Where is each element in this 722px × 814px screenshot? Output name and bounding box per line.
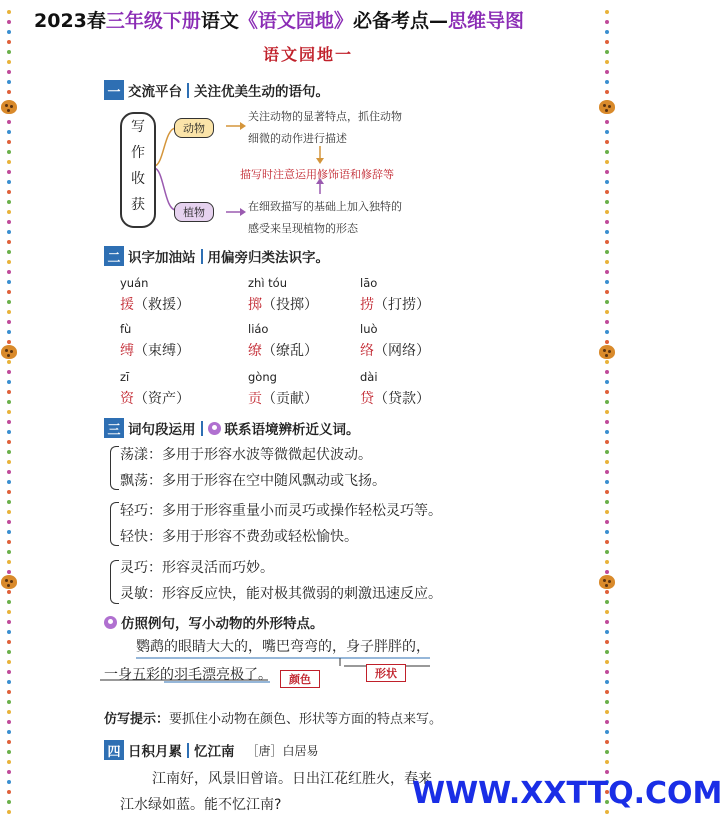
word: （束缚） <box>134 343 190 359</box>
border-dot <box>605 280 609 284</box>
border-dot <box>7 520 11 524</box>
plant-line-1: 在细致描写的基础上加入独特的 <box>248 200 402 213</box>
section-number: 四 <box>104 740 124 760</box>
border-dot <box>7 310 11 314</box>
border-dot <box>605 440 609 444</box>
border-dot <box>605 320 609 324</box>
char-row <box>120 276 540 316</box>
border-dot <box>605 490 609 494</box>
cookie-icon <box>599 100 615 114</box>
border-dot <box>605 190 609 194</box>
mindmap-root: 写 作 收 获 <box>120 112 156 228</box>
border-dot <box>605 10 609 14</box>
border-dot <box>605 570 609 574</box>
border-dot <box>605 450 609 454</box>
cookie-icon <box>1 345 17 359</box>
lightbulb-icon <box>208 422 221 435</box>
border-dot <box>605 240 609 244</box>
border-dot <box>605 420 609 424</box>
border-dot <box>605 760 609 764</box>
character: 贷 <box>360 391 374 407</box>
pinyin: yuán <box>120 276 149 290</box>
word: （缭乱） <box>262 343 318 359</box>
poem-line-1: 江南好，风景旧曾谙。日出江花红胜火，春来 <box>152 771 432 787</box>
word: （贷款） <box>374 391 430 407</box>
border-dot <box>7 370 11 374</box>
section-desc: 关注优美生动的语句。 <box>194 84 329 100</box>
border-dot <box>7 320 11 324</box>
plant-line-2: 感受来呈现植物的形态 <box>248 222 358 235</box>
character: 捞 <box>360 297 374 313</box>
border-dot <box>7 740 11 744</box>
border-dot <box>605 620 609 624</box>
lightbulb-icon <box>104 616 117 629</box>
border-dot <box>605 170 609 174</box>
section-4-header <box>104 740 319 760</box>
border-dot <box>605 480 609 484</box>
char-entry <box>120 388 190 408</box>
border-dot <box>7 210 11 214</box>
border-dot <box>605 590 609 594</box>
border-dot <box>605 530 609 534</box>
border-dot <box>7 170 11 174</box>
char-entry <box>360 340 430 360</box>
border-dot <box>7 280 11 284</box>
mind-map <box>112 106 442 248</box>
character: 援 <box>120 297 134 313</box>
word: （贡献） <box>262 391 318 407</box>
border-dot <box>7 150 11 154</box>
border-dot <box>7 220 11 224</box>
border-dot <box>605 150 609 154</box>
border-dot <box>7 390 11 394</box>
character: 络 <box>360 343 374 359</box>
border-dot <box>7 620 11 624</box>
synonym-line: 荡漾：多用于形容水波等微微起伏波动。 <box>120 447 372 463</box>
pinyin: dài <box>360 370 378 384</box>
border-dot <box>7 450 11 454</box>
border-dot <box>605 380 609 384</box>
word: （网络） <box>374 343 430 359</box>
border-dot <box>605 410 609 414</box>
word: （资产） <box>134 391 190 407</box>
character: 缭 <box>248 343 262 359</box>
section-3-header <box>104 418 360 438</box>
border-dot <box>605 290 609 294</box>
synonym-line: 轻快：多用于形容不费劲或轻松愉快。 <box>120 529 358 545</box>
border-dot <box>7 120 11 124</box>
border-dot <box>7 650 11 654</box>
border-dot <box>605 250 609 254</box>
watermark: WWW.XXTTQ.COM <box>412 776 722 811</box>
border-dot <box>7 340 11 344</box>
animal-line-2: 细微的动作进行描述 <box>248 132 347 145</box>
border-dot <box>7 180 11 184</box>
middle-note: 描写时注意运用修饰语和修辞等 <box>240 168 394 181</box>
synonym-line: 灵巧：形容灵活而巧妙。 <box>120 560 274 576</box>
border-dot <box>7 330 11 334</box>
char-entry <box>248 340 318 360</box>
border-dot <box>605 130 609 134</box>
section-2-header <box>104 246 329 266</box>
border-dot <box>7 540 11 544</box>
pinyin: lāo <box>360 276 378 290</box>
border-dot <box>7 160 11 164</box>
right-dotted-border <box>600 0 614 813</box>
border-dot <box>7 30 11 34</box>
border-dot <box>7 630 11 634</box>
border-dot <box>605 230 609 234</box>
border-dot <box>7 20 11 24</box>
synonym-line: 飘荡：多用于形容在空中随风飘动或飞扬。 <box>120 473 386 489</box>
border-dot <box>605 770 609 774</box>
section-number: 二 <box>104 246 124 266</box>
char-entry <box>360 388 430 408</box>
border-dot <box>605 30 609 34</box>
border-dot <box>605 610 609 614</box>
char-entry <box>248 294 318 314</box>
border-dot <box>605 510 609 514</box>
section-label: 词句段运用 <box>128 422 196 438</box>
border-dot <box>7 360 11 364</box>
border-dot <box>7 260 11 264</box>
section-label: 交流平台 <box>128 84 182 100</box>
border-dot <box>7 590 11 594</box>
border-dot <box>605 750 609 754</box>
border-dot <box>7 290 11 294</box>
border-dot <box>605 430 609 434</box>
border-dot <box>7 380 11 384</box>
section-desc: 联系语境辨析近义词。 <box>224 422 360 438</box>
border-dot <box>7 750 11 754</box>
brace <box>110 446 119 490</box>
border-dot <box>605 140 609 144</box>
border-dot <box>7 80 11 84</box>
border-dot <box>605 80 609 84</box>
border-dot <box>605 520 609 524</box>
character: 掷 <box>248 297 262 313</box>
border-dot <box>7 230 11 234</box>
border-dot <box>7 10 11 14</box>
word: （投掷） <box>262 297 318 313</box>
word: （救援） <box>134 297 190 313</box>
hint <box>104 708 442 727</box>
border-dot <box>605 690 609 694</box>
border-dot <box>7 460 11 464</box>
border-dot <box>605 630 609 634</box>
cookie-icon <box>1 575 17 589</box>
border-dot <box>605 180 609 184</box>
border-dot <box>605 340 609 344</box>
section-number: 三 <box>104 418 124 438</box>
char-row <box>120 370 540 410</box>
border-dot <box>605 160 609 164</box>
poem-title: 忆江南 <box>194 744 235 760</box>
section-label: 识字加油站 <box>128 250 196 266</box>
character: 资 <box>120 391 134 407</box>
character: 贡 <box>248 391 262 407</box>
border-dot <box>7 600 11 604</box>
border-dot <box>7 410 11 414</box>
hint-label: 仿写提示： <box>104 712 170 727</box>
cookie-icon <box>599 575 615 589</box>
border-dot <box>605 360 609 364</box>
border-dot <box>605 460 609 464</box>
border-dot <box>7 690 11 694</box>
border-dot <box>7 200 11 204</box>
border-dot <box>605 260 609 264</box>
border-dot <box>605 370 609 374</box>
border-dot <box>605 300 609 304</box>
pinyin: fù <box>120 322 132 336</box>
animal-line-1: 关注动物的显著特点，抓住动物 <box>248 110 402 123</box>
border-dot <box>605 680 609 684</box>
synonym-line: 灵敏：形容反应快，能对极其微弱的刺激迅速反应。 <box>120 586 442 602</box>
border-dot <box>7 470 11 474</box>
pinyin: luò <box>360 322 378 336</box>
border-dot <box>605 650 609 654</box>
border-dot <box>7 730 11 734</box>
border-dot <box>605 700 609 704</box>
section-desc: 用偏旁归类法识字。 <box>207 250 329 266</box>
border-dot <box>7 810 11 814</box>
border-dot <box>7 790 11 794</box>
section-label: 日积月累 <box>128 744 182 760</box>
poem-author: ［唐］白居易 <box>246 743 319 758</box>
border-dot <box>7 760 11 764</box>
border-dot <box>7 140 11 144</box>
border-dot <box>605 730 609 734</box>
border-dot <box>7 570 11 574</box>
border-dot <box>605 120 609 124</box>
section-1-header <box>104 80 329 100</box>
border-dot <box>7 440 11 444</box>
border-dot <box>7 610 11 614</box>
border-dot <box>605 720 609 724</box>
pinyin: zhì tóu <box>248 276 288 290</box>
border-dot <box>605 200 609 204</box>
char-row <box>120 322 540 362</box>
poem-line-2: 江水绿如蓝。能不忆江南? <box>120 797 282 813</box>
border-dot <box>7 660 11 664</box>
word: （打捞） <box>374 297 430 313</box>
border-dot <box>7 530 11 534</box>
border-dot <box>605 90 609 94</box>
border-dot <box>7 550 11 554</box>
border-dot <box>605 500 609 504</box>
page-title: 2023春三年级下册语文《语文园地》必备考点—思维导图 <box>34 10 524 32</box>
tag-shape: 形状 <box>366 664 406 682</box>
pinyin: zī <box>120 370 130 384</box>
synonym-line: 轻巧：多用于形容重量小而灵巧或操作轻松灵巧等。 <box>120 503 442 519</box>
border-dot <box>7 670 11 674</box>
char-entry <box>248 388 318 408</box>
border-dot <box>7 70 11 74</box>
cookie-icon <box>599 345 615 359</box>
border-dot <box>7 430 11 434</box>
border-dot <box>605 600 609 604</box>
border-dot <box>7 480 11 484</box>
border-dot <box>7 490 11 494</box>
border-dot <box>7 270 11 274</box>
border-dot <box>605 640 609 644</box>
brace <box>110 502 119 546</box>
border-dot <box>605 310 609 314</box>
section-number: 一 <box>104 80 124 100</box>
border-dot <box>7 720 11 724</box>
border-dot <box>605 560 609 564</box>
border-dot <box>605 210 609 214</box>
border-dot <box>7 400 11 404</box>
border-dot <box>605 670 609 674</box>
border-dot <box>605 660 609 664</box>
border-dot <box>7 420 11 424</box>
hint-text: 要抓住小动物在颜色、形状等方面的特点来写。 <box>169 712 443 727</box>
border-dot <box>605 470 609 474</box>
border-dot <box>7 90 11 94</box>
char-entry <box>120 294 190 314</box>
tag-color: 颜色 <box>280 670 320 688</box>
border-dot <box>7 680 11 684</box>
pinyin: liáo <box>248 322 269 336</box>
border-dot <box>605 270 609 274</box>
example-line-1: 鹦鹉的眼睛大大的，嘴巴弯弯的，身子胖胖的， <box>136 639 430 655</box>
border-dot <box>605 540 609 544</box>
border-dot <box>605 330 609 334</box>
border-dot <box>605 710 609 714</box>
border-dot <box>7 500 11 504</box>
border-dot <box>605 70 609 74</box>
border-dot <box>7 770 11 774</box>
border-dot <box>7 780 11 784</box>
border-dot <box>7 560 11 564</box>
border-dot <box>7 190 11 194</box>
example-line-2: 一身五彩的羽毛漂亮极了。 <box>104 667 272 683</box>
border-dot <box>605 400 609 404</box>
node-plant: 植物 <box>174 202 214 222</box>
character: 缚 <box>120 343 134 359</box>
node-animal: 动物 <box>174 118 214 138</box>
border-dot <box>7 710 11 714</box>
border-dot <box>7 130 11 134</box>
border-dot <box>7 240 11 244</box>
border-dot <box>7 250 11 254</box>
border-dot <box>7 800 11 804</box>
border-dot <box>7 640 11 644</box>
brace <box>110 560 119 604</box>
imitate-heading: 仿照例句，写小动物的外形特点。 <box>104 612 324 632</box>
char-entry <box>120 340 190 360</box>
left-dotted-border <box>2 0 16 813</box>
border-dot <box>605 390 609 394</box>
border-dot <box>605 220 609 224</box>
border-dot <box>605 20 609 24</box>
cookie-icon <box>1 100 17 114</box>
border-dot <box>605 550 609 554</box>
border-dot <box>7 700 11 704</box>
char-entry <box>360 294 430 314</box>
pinyin: gòng <box>248 370 277 384</box>
border-dot <box>7 300 11 304</box>
section-subtitle: 语文园地一 <box>262 45 353 64</box>
border-dot <box>7 510 11 514</box>
border-dot <box>605 740 609 744</box>
